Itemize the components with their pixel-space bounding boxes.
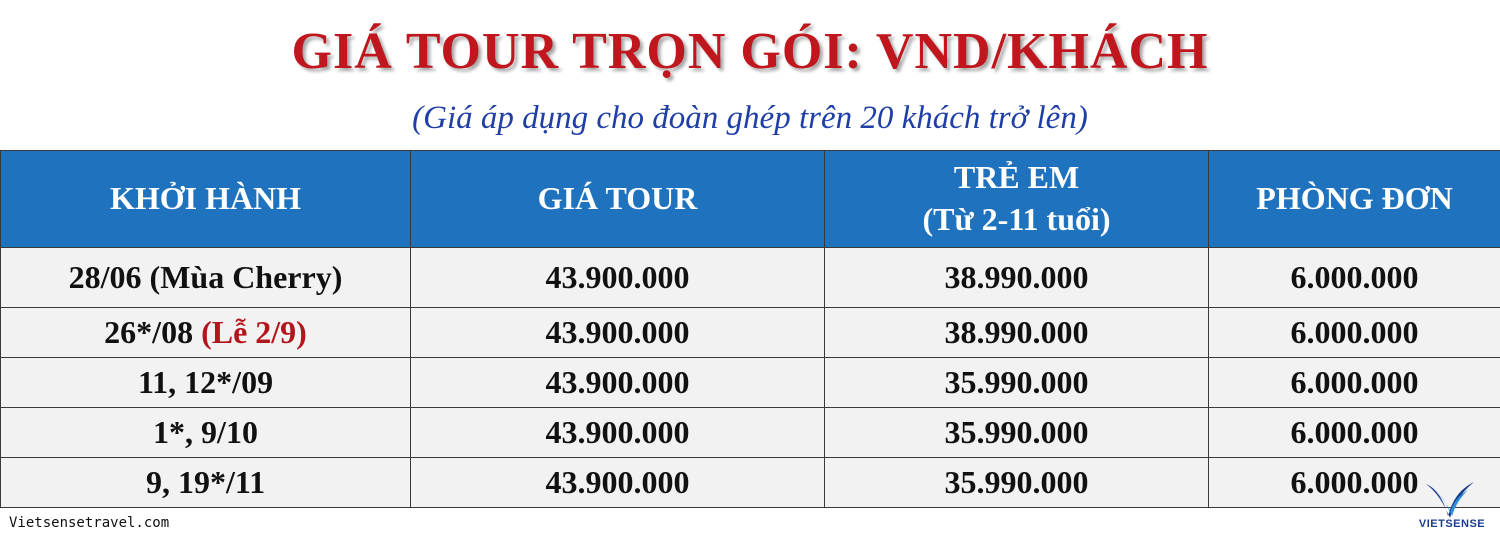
price-cell: 43.900.000: [411, 458, 825, 508]
single-room-cell: 6.000.000: [1209, 408, 1500, 458]
swoosh-logo-icon: [1422, 478, 1482, 520]
departure-cell: [1, 248, 411, 308]
table-row: [1, 458, 1500, 508]
child-price-cell: 35.990.000: [825, 408, 1209, 458]
header-departure: KHỞI HÀNH: [1, 151, 411, 248]
departure-date: 26*/08: [104, 314, 202, 350]
table-row: [1, 358, 1500, 408]
departure-cell: [1, 358, 411, 408]
departure-date: 28/06 (Mùa Cherry): [68, 259, 343, 295]
departure-cell: [1, 308, 411, 358]
page-subtitle: (Giá áp dụng cho đoàn ghép trên 20 khách trở lên): [412, 100, 1088, 136]
website-url: Vietsensetravel.com: [9, 515, 170, 531]
child-price-cell: 38.990.000: [825, 308, 1209, 358]
header-child-title: TRẺ EM: [953, 159, 1080, 196]
departure-date: 9, 19*/11: [145, 464, 266, 500]
single-room-cell: 6.000.000: [1209, 248, 1500, 308]
table-row: [1, 308, 1500, 358]
header-child-age: (Từ 2-11 tuổi): [922, 201, 1111, 237]
departure-cell: [1, 458, 411, 508]
departure-date: 1*, 9/10: [153, 414, 258, 450]
child-price-cell: 35.990.000: [825, 458, 1209, 508]
single-room-cell: 6.000.000: [1209, 308, 1500, 358]
header-single-room: PHÒNG ĐƠN: [1209, 151, 1500, 248]
departure-cell: [1, 408, 411, 458]
departure-note: (Lễ 2/9): [201, 314, 307, 350]
price-cell: 43.900.000: [411, 248, 825, 308]
child-price-cell: 35.990.000: [825, 358, 1209, 408]
page-title: GIÁ TOUR TRỌN GÓI: VND/KHÁCH: [291, 23, 1209, 80]
price-table: [0, 150, 1500, 508]
table-row: [1, 408, 1500, 458]
single-room-cell: 6.000.000: [1209, 358, 1500, 408]
single-room-cell: 6.000.000: [1209, 458, 1500, 508]
header-price: GIÁ TOUR: [411, 151, 825, 248]
price-cell: 43.900.000: [411, 408, 825, 458]
vietsense-logo: [1408, 478, 1496, 538]
logo-text: VIETSENSE: [1418, 518, 1486, 530]
table-header-row: [1, 151, 1500, 248]
child-price-cell: 38.990.000: [825, 248, 1209, 308]
price-cell: 43.900.000: [411, 358, 825, 408]
header-child: [825, 151, 1209, 248]
departure-date: 11, 12*/09: [137, 364, 274, 400]
price-cell: 43.900.000: [411, 308, 825, 358]
table-row: [1, 248, 1500, 308]
